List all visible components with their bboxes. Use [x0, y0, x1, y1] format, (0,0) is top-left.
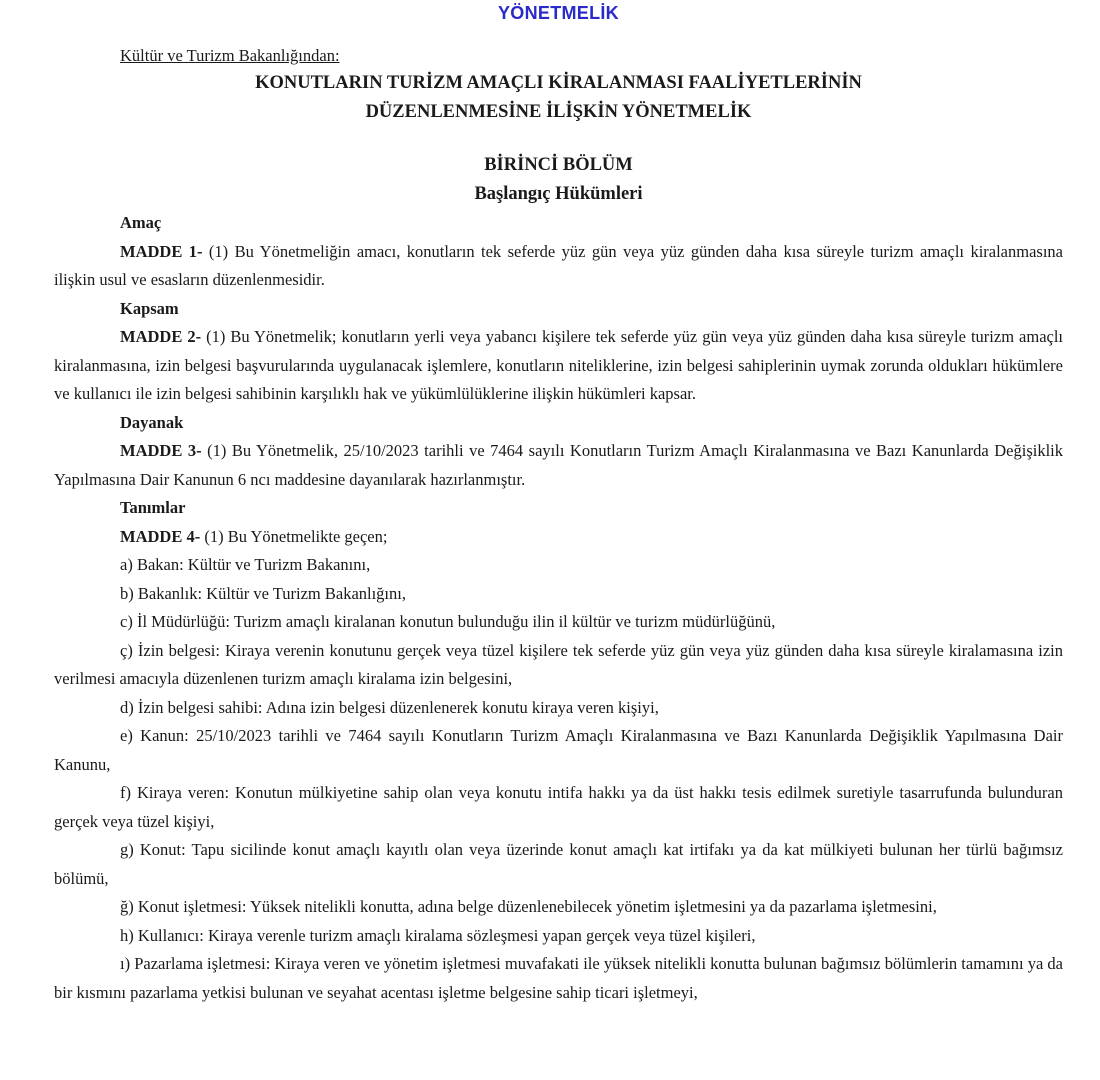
definition-item: a) Bakan: Kültür ve Turizm Bakanını, [120, 555, 371, 574]
article-text: (1) Bu Yönetmelikte geçen; [200, 526, 388, 546]
article-heading: Tanımlar [120, 498, 186, 517]
definition-item: d) İzin belgesi sahibi: Adına izin belgesi düzenlenerek konutu kiraya veren kişiyi, [120, 697, 659, 717]
document-type: YÖNETMELİK [497, 3, 619, 23]
article-2 [54, 295, 1063, 409]
definition-item: ğ) Konut işletmesi: Yüksek nitelikli konutta, adına belge düzenlenebilecek yönetim işletmesini ya da pazarlama işletmesini, [120, 897, 937, 916]
article-label: MADDE 1- [120, 241, 203, 261]
definitions-list [54, 551, 1063, 1007]
definition-item: ç) İzin belgesi: Kiraya verenin konutunu gerçek veya tüzel kişilere tek seferde yüz gün veya yüz günden daha kısa süreyle kiralamasına izin verilmesi amacıyla düzenlenen turizm amaçlı kiralama izin belgesini, [54, 640, 1063, 688]
section-header [54, 151, 1063, 209]
title-line: KONUTLARIN TURİZM AMAÇLI KİRALANMASI FAALİYETLERİNİN [255, 73, 862, 93]
issuer-line [54, 45, 1063, 66]
article-text: (1) Bu Yönetmeliğin amacı, konutların tek seferde yüz gün veya yüz günden daha kısa süreyle turizm amaçlı kiralanmasına ilişkin usul ve esasların düzenlenmesidir. [54, 241, 1063, 289]
article-body [54, 523, 1063, 552]
article-text: (1) Bu Yönetmelik; konutların yerli veya yabancı kişilere tek seferde yüz gün veya yüz günden daha kısa süreyle turizm amaçlı kiralanmasına, izin belgesi başvurularında uygulanacak işlemlere, konutların niteliklerine, izin belgesi sahiplerinin uymak zorunda oldukları hükümlere ve kullanıcı ile izin belgesi sahibinin karşılıklı hak ve yükümlülüklerine ilişkin hükümleri kapsar. [54, 327, 1064, 403]
definition-item: b) Bakanlık: Kültür ve Turizm Bakanlığını, [120, 583, 406, 603]
article-body [54, 238, 1063, 295]
article-body [54, 323, 1063, 409]
article-heading: Kapsam [120, 298, 179, 318]
article-text: (1) Bu Yönetmelik, 25/10/2023 tarihli ve 7464 sayılı Konutların Turizm Amaçlı Kiralanmasına ve Bazı Kanunlarda Değişiklik Yapılmasına Dair Kanunun 6 ncı maddesine dayanılarak hazırlanmıştır. [54, 441, 1063, 489]
issuer-name: Kültür ve Turizm Bakanlığından: [120, 46, 340, 65]
article-label: MADDE 3- [120, 441, 202, 460]
definition-item: h) Kullanıcı: Kiraya verenle turizm amaçlı kiralama sözleşmesi yapan gerçek veya tüzel kişileri, [120, 925, 756, 945]
article-1 [54, 209, 1063, 295]
article-3 [54, 409, 1063, 495]
title-line: DÜZENLENMESİNE İLİŞKİN YÖNETMELİK [365, 102, 752, 122]
regulation-title [54, 69, 1063, 127]
article-label: MADDE 4- [120, 526, 201, 546]
definition-item: e) Kanun: 25/10/2023 tarihli ve 7464 sayılı Konutların Turizm Amaçlı Kiralanmasına ve Bazı Kanunlarda Değişiklik Yapılmasına Dair Kanunu, [54, 726, 1063, 774]
regulation-page [54, 0, 1063, 1007]
article-body [54, 437, 1063, 494]
definition-item: f) Kiraya veren: Konutun mülkiyetine sahip olan veya konutu intifa hakkı ya da üst hakkı tesis edilmek suretiyle tasarrufunda bulunduran gerçek veya tüzel kişiyi, [54, 783, 1063, 831]
article-heading: Amaç [120, 213, 162, 232]
article-4 [54, 494, 1063, 551]
definition-item: c) İl Müdürlüğü: Turizm amaçlı kiralanan konutun bulunduğu ilin il kültür ve turizm müdürlüğünü, [120, 612, 776, 631]
section-subtitle: Başlangıç Hükümleri [474, 184, 643, 204]
article-heading: Dayanak [120, 412, 184, 432]
section-title: BİRİNCİ BÖLÜM [484, 155, 633, 175]
definition-item: ı) Pazarlama işletmesi: Kiraya veren ve yönetim işletmesi muvafakati ile yüksek nitelikli konutta bulunan bağımsız bölümlerin tamamını ya da bir kısmını pazarlama yetkisi bulunan ve seyahat acentası işletme belgesine sahip ticari işletmeyi, [54, 954, 1063, 1002]
article-label: MADDE 2- [120, 327, 202, 346]
definition-item: g) Konut: Tapu sicilinde konut amaçlı kayıtlı olan veya üzerinde konut amaçlı kat irtifakı ya da kat mülkiyeti bulunan her türlü bağımsız bölümü, [54, 840, 1063, 888]
